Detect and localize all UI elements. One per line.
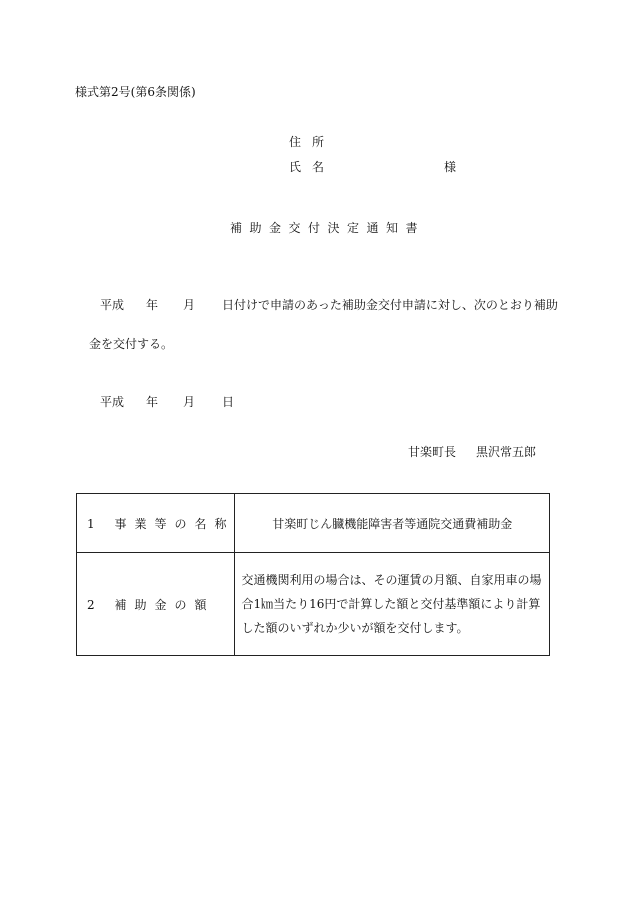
details-table bbox=[76, 493, 550, 656]
body-year-unit: 年 bbox=[146, 298, 159, 312]
issue-date bbox=[100, 396, 234, 408]
issuer bbox=[408, 446, 536, 458]
body-line-2: 金を交付する。 bbox=[89, 337, 174, 351]
body-line-1 bbox=[100, 299, 558, 311]
table-row bbox=[77, 494, 550, 553]
row-label-subsidy-amount: 2 補助金の額 bbox=[77, 553, 235, 656]
row-value-subsidy-amount: 交通機関利用の場合は、その運賃の月額、自家用車の場合1㎞当たり16円で計算した額と交付基準額により計算した額のいずれか少いが額を交付します。 bbox=[235, 553, 550, 656]
body-era: 平成 bbox=[100, 298, 125, 312]
issuer-title: 甘楽町長 bbox=[408, 445, 457, 459]
body-month-unit: 月 bbox=[183, 298, 196, 312]
body-line1-text: 日付けで申請のあった補助金交付申請に対し、次のとおり補助 bbox=[222, 298, 558, 312]
address-label: 住所 bbox=[289, 135, 336, 149]
document-title: 補助金交付決定通知書 bbox=[230, 221, 426, 235]
date-year-unit: 年 bbox=[146, 395, 159, 409]
name-label: 氏名 bbox=[289, 160, 336, 174]
date-era: 平成 bbox=[100, 395, 125, 409]
table-row bbox=[77, 553, 550, 656]
date-month-unit: 月 bbox=[183, 395, 196, 409]
row-label-project-name: 1 事業等の名称 bbox=[77, 494, 235, 553]
issuer-name: 黒沢常五郎 bbox=[476, 445, 537, 459]
form-number: 様式第2号(第6条関係) bbox=[75, 85, 196, 99]
honorific: 様 bbox=[444, 160, 457, 174]
row-value-project-name: 甘楽町じん臓機能障害者等通院交通費補助金 bbox=[235, 494, 550, 553]
date-day-unit: 日 bbox=[222, 395, 235, 409]
